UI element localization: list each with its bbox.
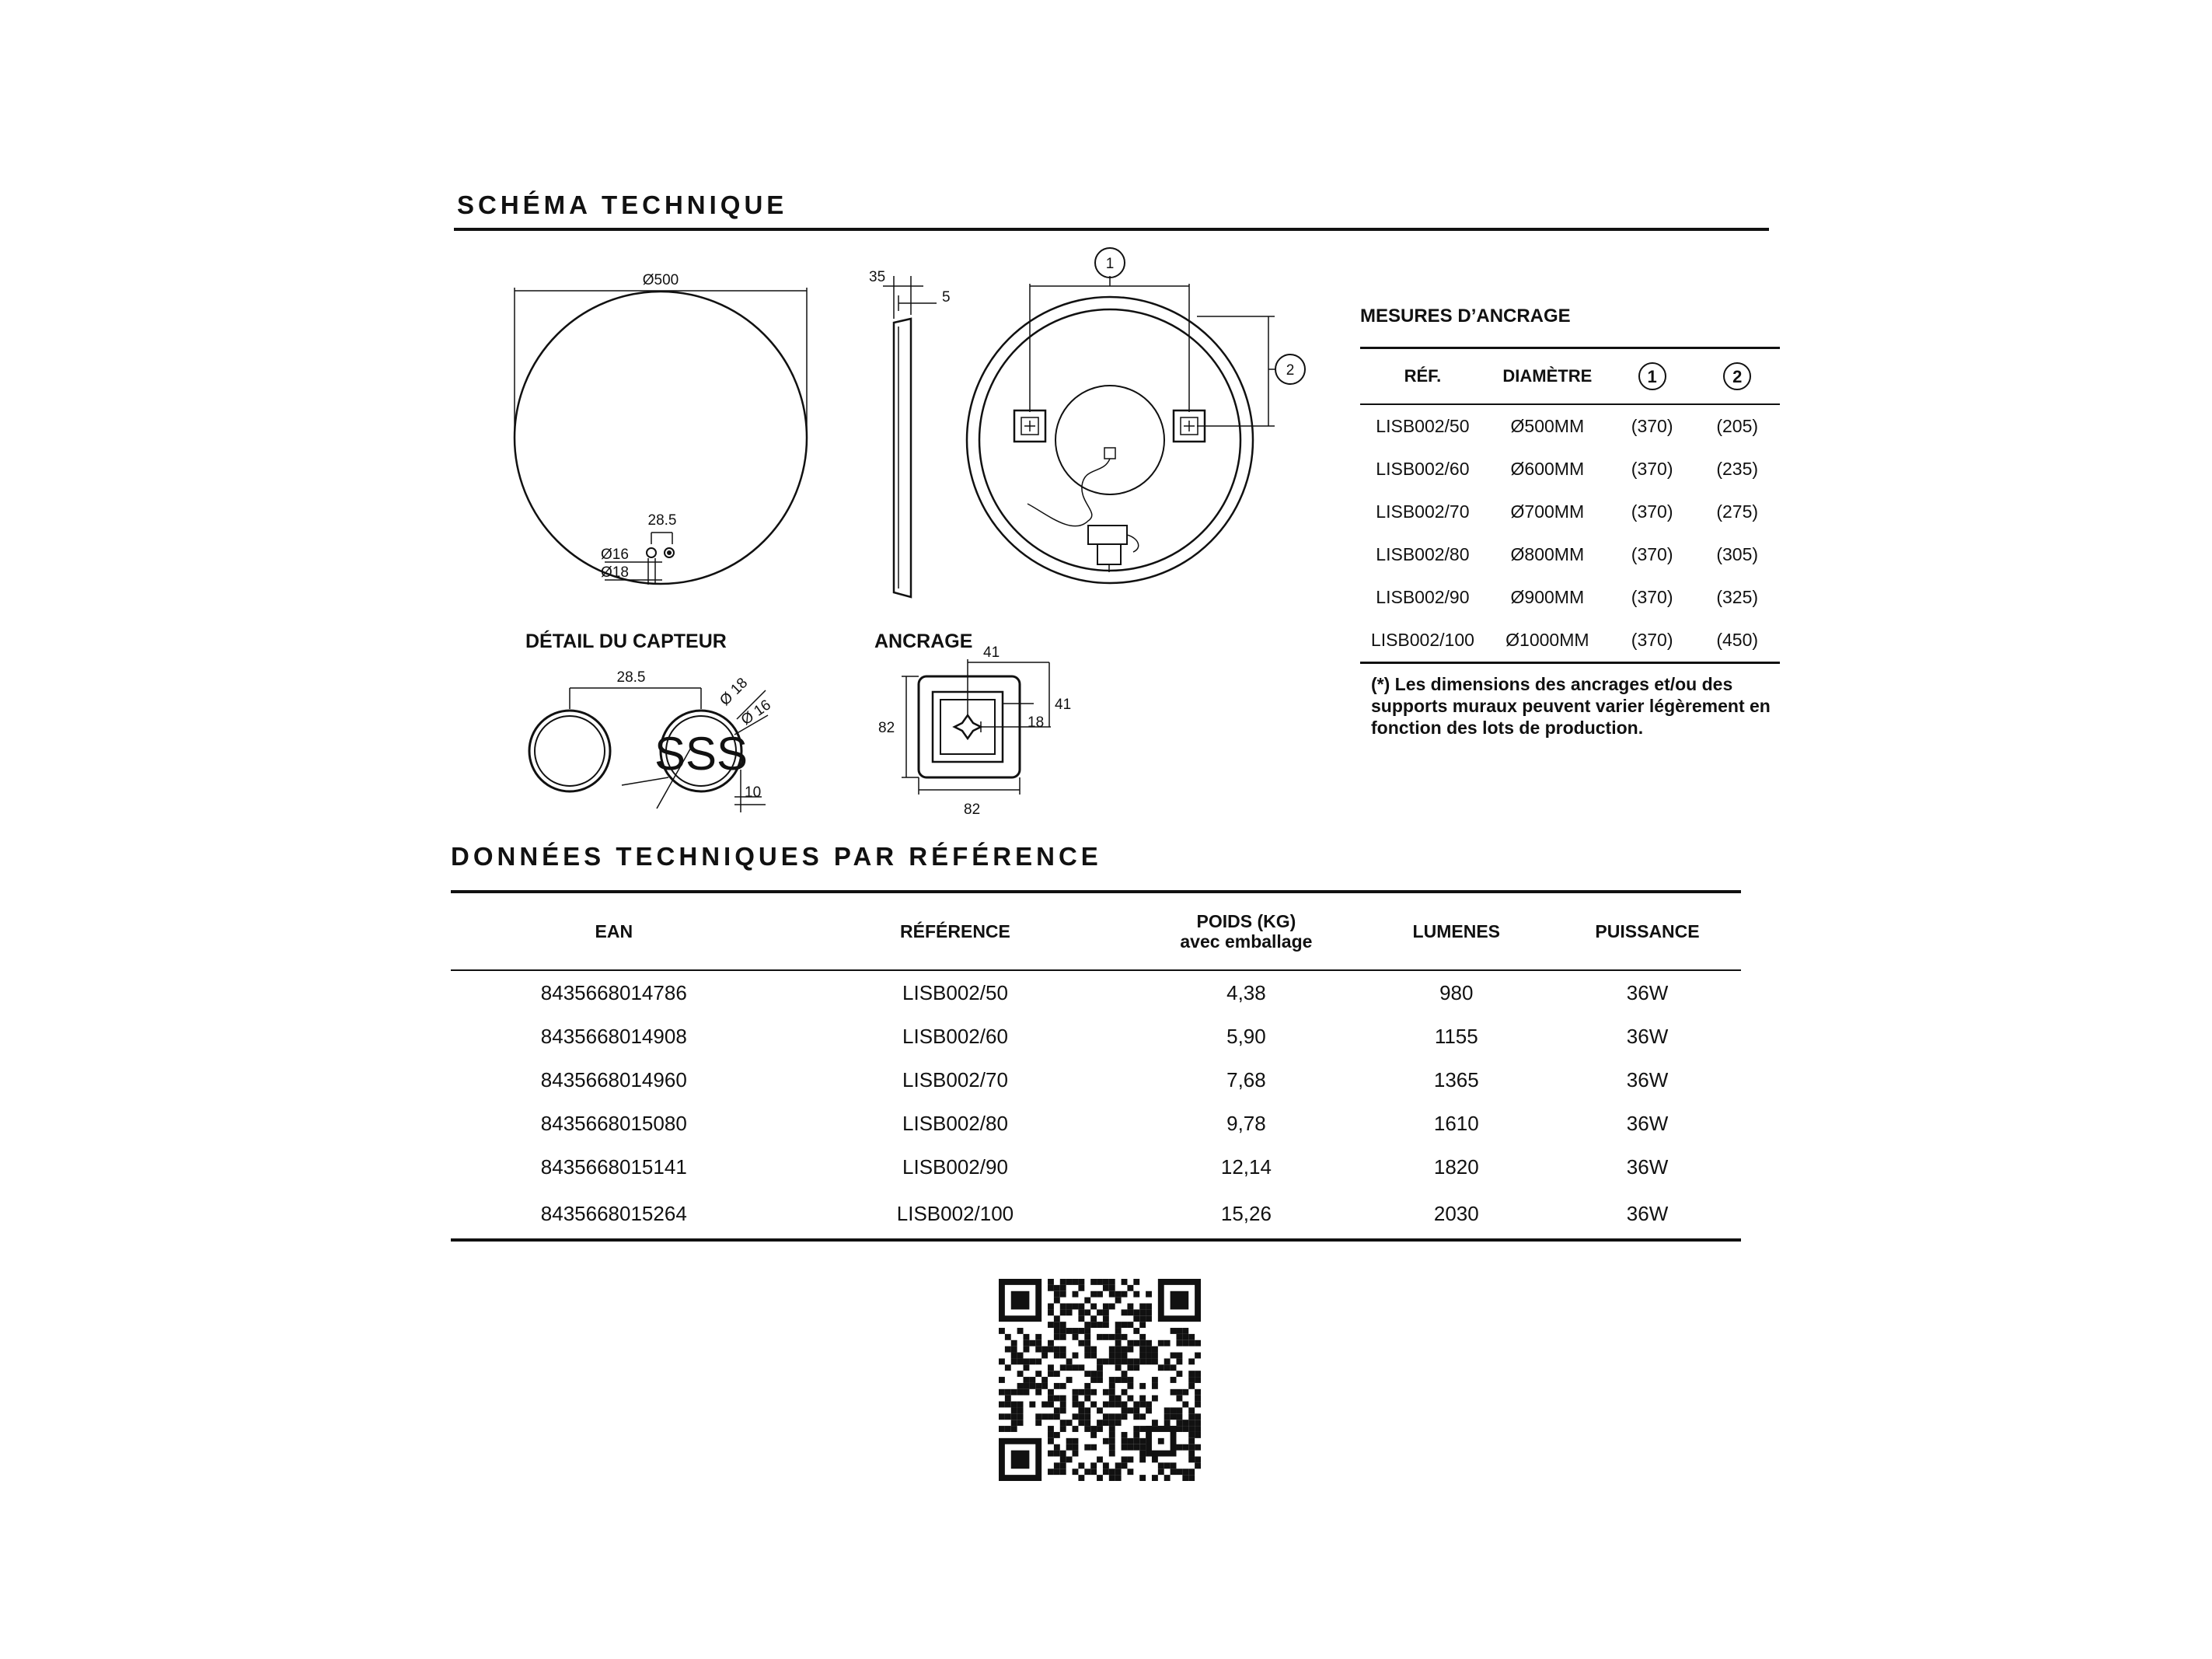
back-view	[967, 248, 1305, 583]
header-ean: EAN	[451, 892, 777, 970]
cell-weight: 15,26	[1133, 1189, 1359, 1240]
cell-reference: LISB002/60	[902, 1024, 1008, 1048]
anchorage-diameter: Ø500MM	[1510, 416, 1585, 436]
anchorage-v2: (305)	[1716, 544, 1759, 564]
anchorage-header-ref: RÉF.	[1360, 348, 1485, 405]
cell-lumens: 1365	[1433, 1067, 1479, 1091]
cell-ean: 8435668014786	[540, 980, 687, 1004]
anchorage-header-col2: 2	[1723, 362, 1751, 390]
anchorage-diameter: Ø900MM	[1510, 587, 1585, 607]
anchorage-v1: (370)	[1610, 619, 1695, 663]
header-reference: RÉFÉRENCE	[777, 892, 1134, 970]
anchorage-note: (*) Les dimensions des ancrages et/ou des supports muraux peuvent varier légèrement en fonction des lots de production.	[1371, 674, 1771, 738]
anchorage-diameter: Ø700MM	[1510, 501, 1585, 522]
cell-power: 36W	[1626, 980, 1669, 1004]
anchorage-v1: (370)	[1631, 416, 1673, 436]
back-dim1-label: 1	[1105, 256, 1115, 272]
header-power: PUISSANCE	[1554, 892, 1741, 970]
cell-weight: 7,68	[1226, 1067, 1266, 1091]
table-row	[451, 1189, 1741, 1240]
cell-ean: 8435668015141	[540, 1154, 687, 1179]
cell-power: 36W	[1626, 1024, 1669, 1048]
cell-reference: LISB002/70	[902, 1067, 1008, 1091]
anchorage-v2: (235)	[1716, 459, 1759, 479]
cell-weight: 4,38	[1226, 980, 1266, 1004]
qr-code[interactable]	[999, 1279, 1201, 1481]
anchorage-v2: (450)	[1694, 619, 1780, 663]
table-row	[1360, 404, 1780, 448]
sensor-detail	[525, 630, 774, 812]
sensor-offset-label: 10	[745, 784, 762, 801]
cell-power: 36W	[1554, 1189, 1741, 1240]
front-sensor-spacing: 28.5	[647, 512, 677, 529]
anchor-inner-label: 18	[1027, 714, 1045, 731]
anchor-top-label: 41	[983, 644, 1000, 661]
table-row	[451, 1058, 1741, 1102]
header-lumens: LUMENES	[1359, 892, 1554, 970]
table-row	[1360, 491, 1780, 533]
anchor-right-label: 41	[1055, 697, 1072, 713]
table-row	[1360, 448, 1780, 491]
anchorage-v1: (370)	[1631, 459, 1673, 479]
anchorage-ref: LISB002/50	[1376, 416, 1470, 436]
anchor-height-label: 82	[878, 720, 895, 736]
header-weight-sub: avec emballage	[1180, 931, 1313, 952]
front-d16: Ø16	[601, 547, 629, 563]
cell-weight: 12,14	[1220, 1154, 1272, 1179]
side-depth-label: 35	[869, 269, 886, 285]
cell-ean: 8435668014908	[540, 1024, 687, 1048]
sensor-d16: Ø 16	[738, 697, 774, 729]
cell-power: 36W	[1626, 1111, 1669, 1135]
cell-weight: 5,90	[1226, 1024, 1266, 1048]
sensor-detail-left	[529, 711, 610, 791]
anchorage-header-diameter: DIAMÈTRE	[1485, 348, 1610, 405]
anchorage-v2: (205)	[1716, 416, 1759, 436]
mirror-back-outer	[967, 297, 1253, 583]
anchorage-diameter: Ø800MM	[1510, 544, 1585, 564]
front-diameter-label: Ø500	[642, 272, 679, 288]
cell-lumens: 2030	[1359, 1189, 1554, 1240]
table-row	[1360, 619, 1780, 663]
screw-icon	[954, 715, 981, 739]
side-inset-label: 5	[942, 289, 951, 306]
anchorage-diameter: Ø600MM	[1510, 459, 1585, 479]
cell-reference: LISB002/90	[902, 1154, 1008, 1179]
cell-lumens: 1820	[1433, 1154, 1479, 1179]
anchorage-drawing	[874, 630, 1071, 818]
cell-lumens: 980	[1439, 980, 1474, 1004]
anchorage-v1: (370)	[1631, 501, 1673, 522]
table-row	[1360, 533, 1780, 576]
sensor-d18: Ø 18	[717, 675, 752, 710]
anchorage-ref: LISB002/80	[1376, 544, 1470, 564]
table-row	[451, 1102, 1741, 1145]
cell-reference: LISB002/100	[777, 1189, 1134, 1240]
anchorage-diameter: Ø1000MM	[1485, 619, 1610, 663]
anchorage-v1: (370)	[1631, 544, 1673, 564]
anchorage-v1: (370)	[1631, 587, 1673, 607]
technical-data-table	[451, 890, 1741, 1242]
mirror-front-circle	[515, 292, 807, 584]
mirror-back-inner	[979, 309, 1240, 571]
cell-ean: 8435668015264	[451, 1189, 777, 1240]
anchor-width-label: 82	[964, 802, 981, 818]
table-row	[451, 970, 1741, 1015]
cell-weight: 9,78	[1226, 1111, 1266, 1135]
sensor-circle-left	[647, 548, 656, 557]
sensor-detail-title: DÉTAIL DU CAPTEUR	[525, 630, 727, 652]
cell-power: 36W	[1626, 1067, 1669, 1091]
touch-icon: SSS	[654, 728, 748, 780]
data-section-title: DONNÉES TECHNIQUES PAR RÉFÉRENCE	[451, 842, 1102, 871]
back-center-circle	[1055, 386, 1164, 494]
anchorage-ref: LISB002/70	[1376, 501, 1470, 522]
anchorage-title: MESURES D’ANCRAGE	[1360, 306, 1571, 327]
cell-lumens: 1610	[1433, 1111, 1479, 1135]
mirror-side-profile	[894, 319, 911, 597]
cell-reference: LISB002/50	[902, 980, 1008, 1004]
anchorage-table	[1360, 347, 1780, 664]
cell-lumens: 1155	[1434, 1024, 1478, 1048]
anchorage-ref: LISB002/60	[1376, 459, 1470, 479]
front-view	[515, 272, 807, 585]
sensor-spacing-label: 28.5	[616, 669, 646, 686]
side-view	[869, 269, 951, 597]
table-row	[451, 1015, 1741, 1058]
anchorage-drawing-title: ANCRAGE	[874, 630, 973, 652]
header-weight: POIDS (KG)	[1196, 911, 1296, 931]
cell-ean: 8435668014960	[540, 1067, 687, 1091]
table-row	[1360, 576, 1780, 619]
cell-power: 36W	[1626, 1154, 1669, 1179]
cell-ean: 8435668015080	[540, 1111, 687, 1135]
anchorage-ref: LISB002/90	[1376, 587, 1470, 607]
anchorage-ref: LISB002/100	[1360, 619, 1485, 663]
back-dim2-label: 2	[1286, 362, 1295, 379]
schema-title: SCHÉMA TECHNIQUE	[457, 190, 788, 219]
cell-reference: LISB002/80	[902, 1111, 1008, 1135]
front-d18: Ø18	[601, 564, 629, 581]
anchorage-v2: (275)	[1716, 501, 1759, 522]
table-row	[451, 1145, 1741, 1189]
anchorage-v2: (325)	[1716, 587, 1759, 607]
anchorage-header-col1: 1	[1638, 362, 1666, 390]
